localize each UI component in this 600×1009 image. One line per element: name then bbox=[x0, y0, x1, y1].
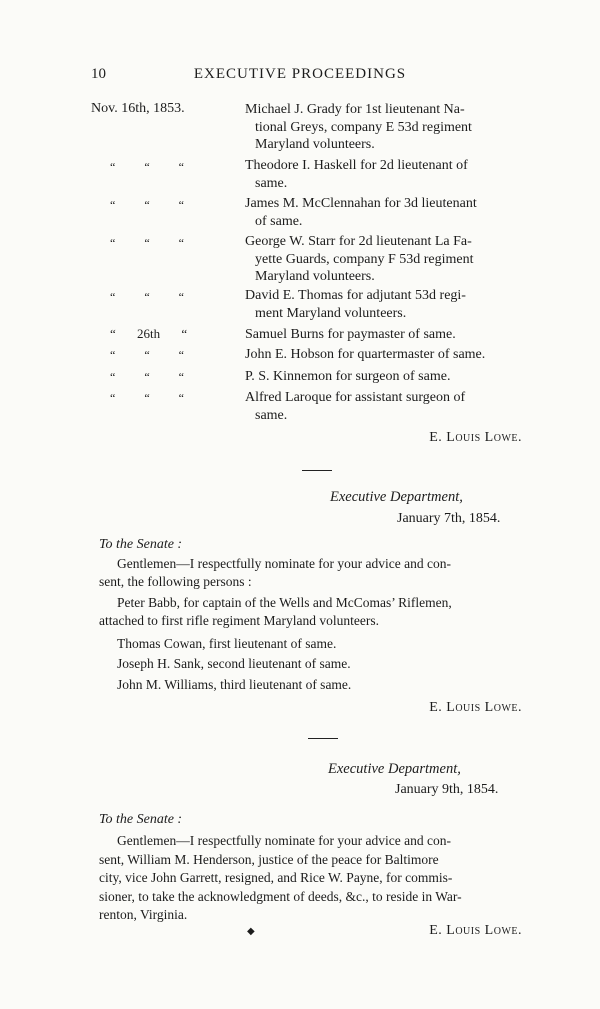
nomination-entry-9 bbox=[245, 389, 540, 424]
entry-date-6: “ 26th “ bbox=[110, 326, 188, 341]
entry-date-3: “ “ “ bbox=[110, 198, 184, 212]
message-2-line-3: Thomas Cowan, first lieutenant of same. bbox=[117, 636, 337, 651]
text-line: sent, William M. Henderson, justice of the peace for Baltimore bbox=[99, 851, 439, 867]
message-date-3: January 9th, 1854. bbox=[395, 782, 499, 797]
text-line: Peter Babb, for captain of the Wells and McComas’ Riflemen, bbox=[117, 595, 452, 610]
entry-line: Michael J. Grady for 1st lieutenant Na- bbox=[245, 102, 465, 117]
entry-line: same. bbox=[255, 407, 288, 423]
entry-line: ment Maryland volunteers. bbox=[255, 305, 407, 321]
entry-line: tional Greys, company E 53d regiment bbox=[255, 119, 472, 135]
message-2-line-5: John M. Williams, third lieutenant of same. bbox=[117, 677, 352, 692]
entry-line: Theodore I. Haskell for 2d lieutenant of bbox=[245, 158, 468, 173]
department-heading-2: Executive Department, bbox=[330, 489, 463, 505]
entry-line: Maryland volunteers. bbox=[255, 269, 375, 284]
section-divider bbox=[308, 738, 338, 739]
text-line: sioner, to take the acknowledgment of deeds, &c., to reside in War- bbox=[99, 888, 462, 904]
signature-2: E. Louis Lowe. bbox=[429, 700, 522, 715]
entry-date-1: Nov. 16th, 1853. bbox=[91, 101, 185, 116]
text-line: attached to first rifle regiment Maryland volunteers. bbox=[99, 613, 380, 628]
entry-line: P. S. Kinnemon for surgeon of same. bbox=[245, 369, 451, 384]
entry-date-9: “ “ “ bbox=[110, 391, 184, 405]
running-title: EXECUTIVE PROCEEDINGS bbox=[193, 66, 407, 82]
text-line: sent, the following persons : bbox=[99, 574, 252, 589]
salutation-3: To the Senate : bbox=[99, 812, 183, 827]
nomination-entry-6 bbox=[245, 326, 540, 344]
entry-date-8: “ “ “ bbox=[110, 370, 184, 384]
entry-line: yette Guards, company F 53d regiment bbox=[255, 251, 474, 267]
ink-speck-icon: ◆ bbox=[247, 926, 255, 937]
nomination-entry-3 bbox=[245, 195, 540, 230]
nomination-entry-7 bbox=[245, 346, 540, 364]
nomination-entry-4 bbox=[245, 233, 540, 286]
text-line: Gentlemen—I respectfully nominate for your advice and con- bbox=[117, 556, 451, 571]
nomination-entry-2 bbox=[245, 157, 540, 192]
text-line: renton, Virginia. bbox=[99, 907, 188, 922]
nomination-entry-1 bbox=[245, 101, 540, 154]
text-line: city, vice John Garrett, resigned, and Rice W. Payne, for commis- bbox=[99, 870, 453, 885]
entry-line: Maryland volunteers. bbox=[255, 137, 375, 152]
entry-date-2: “ “ “ bbox=[110, 160, 184, 174]
message-2-line-4: Joseph H. Sank, second lieutenant of same. bbox=[117, 656, 351, 671]
entry-line: same. bbox=[255, 175, 288, 191]
entry-line: John E. Hobson for quartermaster of same. bbox=[245, 347, 486, 362]
text-line: Gentlemen—I respectfully nominate for your advice and con- bbox=[117, 833, 451, 848]
message-3-paragraph bbox=[99, 832, 540, 925]
entry-date-7: “ “ “ bbox=[110, 348, 184, 362]
page-number: 10 bbox=[91, 66, 106, 82]
entry-line: of same. bbox=[255, 213, 303, 229]
department-heading-3: Executive Department, bbox=[328, 761, 461, 777]
signature-1: E. Louis Lowe. bbox=[429, 430, 522, 445]
entry-line: George W. Starr for 2d lieutenant La Fa- bbox=[245, 234, 472, 249]
nomination-entry-8 bbox=[245, 368, 540, 386]
signature-3: E. Louis Lowe. bbox=[429, 923, 522, 938]
entry-line: Samuel Burns for paymaster of same. bbox=[245, 327, 456, 342]
entry-date-5: “ “ “ bbox=[110, 290, 184, 304]
entry-line: James M. McClennahan for 3d lieutenant bbox=[245, 196, 477, 211]
entry-line: David E. Thomas for adjutant 53d regi- bbox=[245, 288, 466, 303]
salutation-2: To the Senate : bbox=[99, 537, 183, 552]
entry-line: Alfred Laroque for assistant surgeon of bbox=[245, 390, 466, 405]
section-divider bbox=[302, 470, 332, 471]
entry-date-4: “ “ “ bbox=[110, 236, 184, 250]
message-2-paragraph-1 bbox=[99, 555, 540, 591]
message-date-2: January 7th, 1854. bbox=[397, 511, 501, 526]
message-2-paragraph-2 bbox=[99, 594, 540, 630]
nomination-entry-5 bbox=[245, 287, 540, 322]
